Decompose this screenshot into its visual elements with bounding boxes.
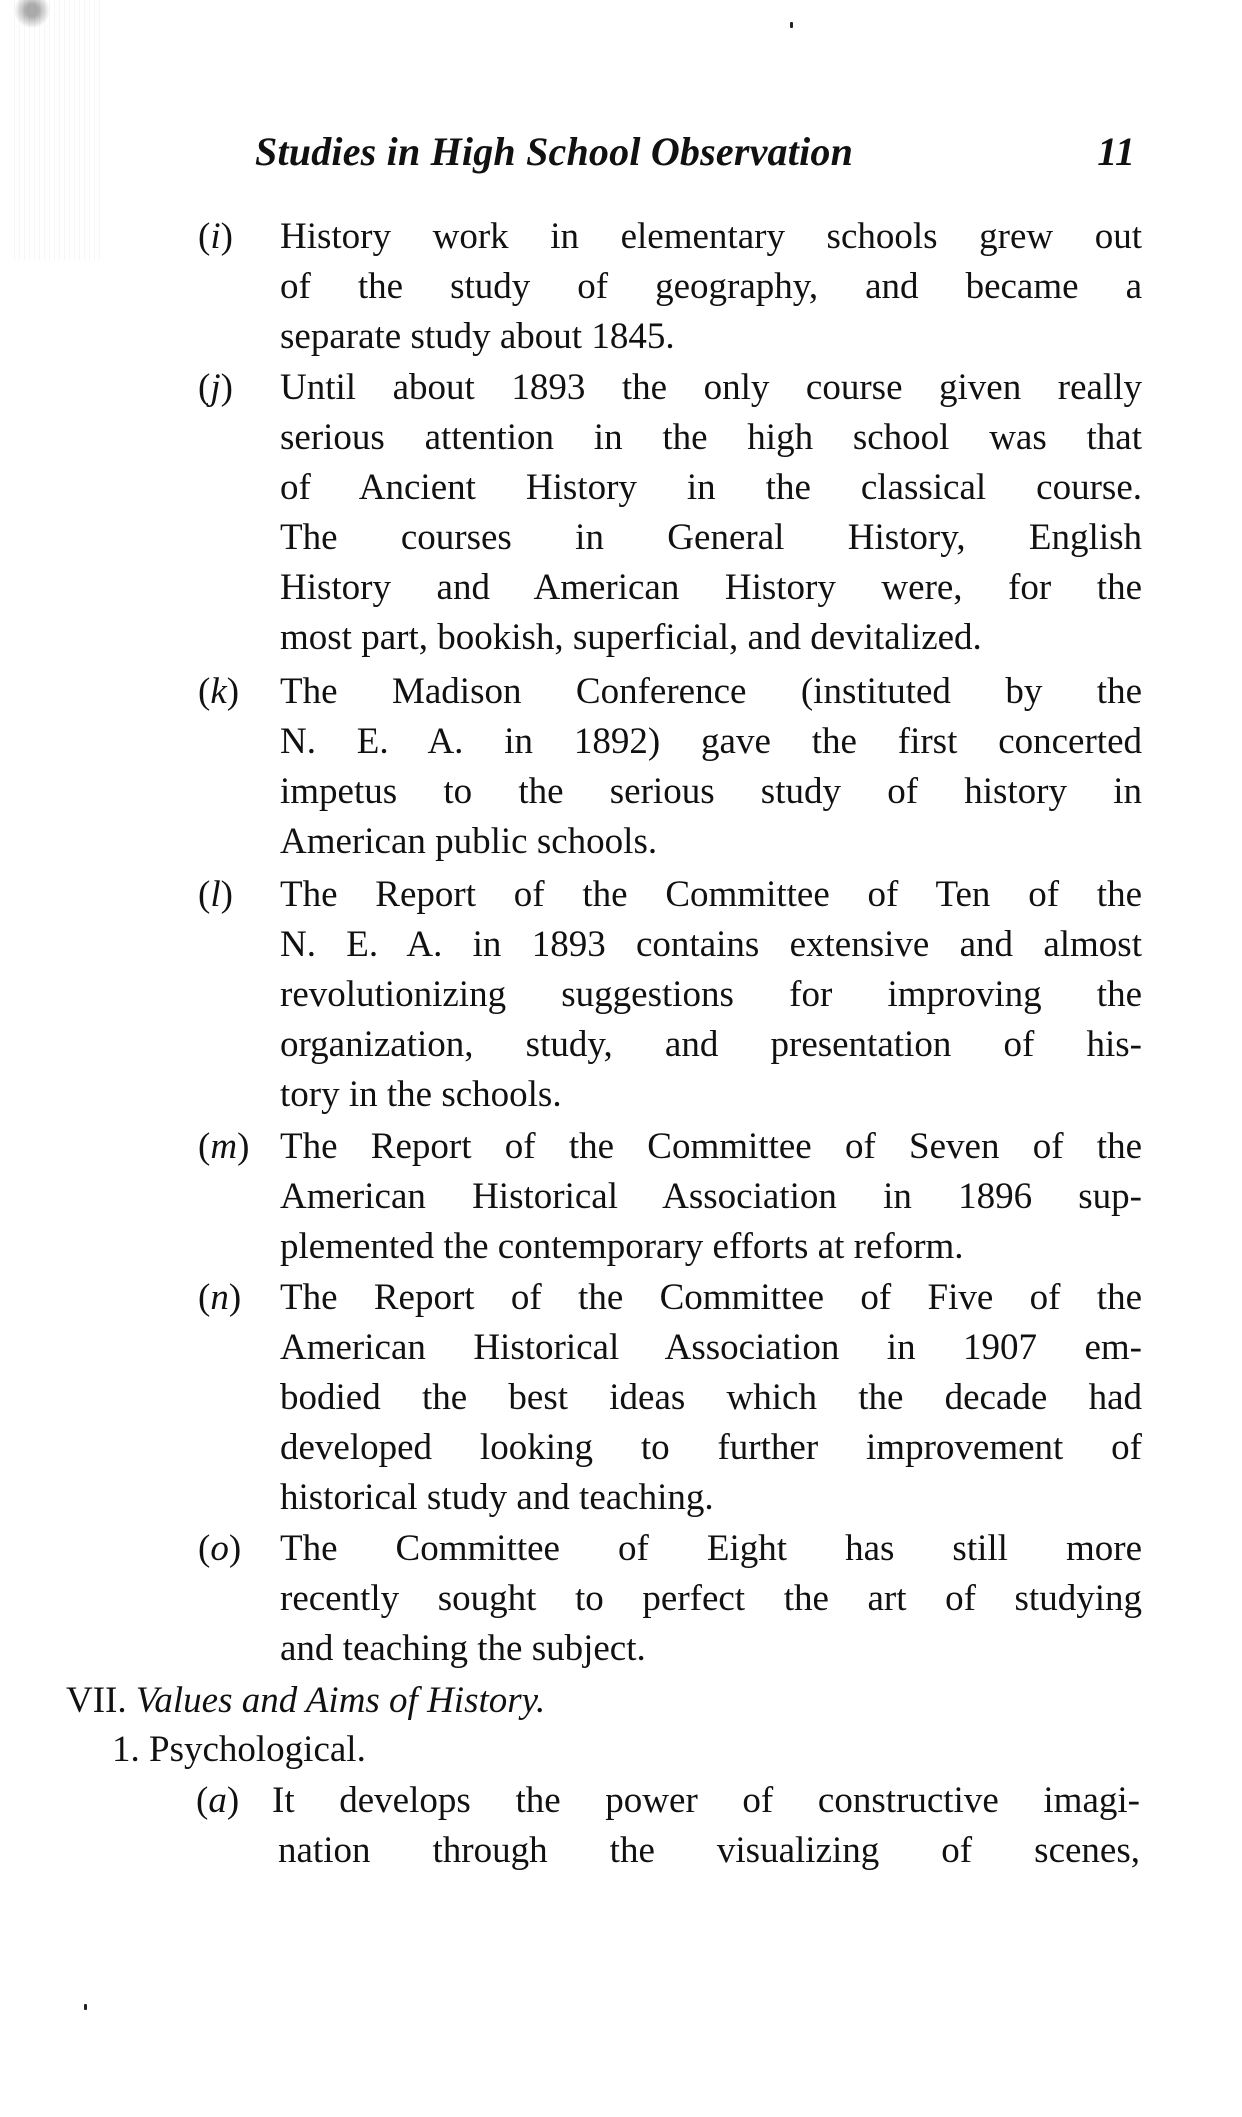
scan-speck [790,22,793,28]
subsection-heading [112,1725,366,1775]
subsection-number: 1. [112,1729,140,1770]
item-text: The Report of the Committee of Seven of the American Historical Association in 1896 sup- plemented the contemporary efforts at reform. [280,1126,1142,1267]
section-heading [66,1676,545,1726]
item-text: The Committee of Eight has still more recently sought to perfect the art of studying and teaching the subject. [280,1528,1142,1669]
item-text: Until about 1893 the only course given really serious attention in the high school was that of Ancient History in the classical course. The courses in General History, English History and American History were, for the most part, bookish, superficial, and devitalized. [280,367,1142,658]
running-header [255,128,1135,188]
item-marker: (m) [198,1126,250,1167]
item-text: History work in elementary schools grew out of the study of geography, and became a separate study about 1845. [280,216,1142,357]
item-text: The Report of the Committee of Five of the American Historical Association in 1907 em- bodied the best ideas which the decade had developed looking to further improvement of historical study and teaching. [280,1277,1142,1518]
section-numeral: VII. [66,1680,127,1721]
item-text: The Madison Conference (instituted by the N. E. A. in 1892) gave the first concerted impetus to the serious study of history in American public schools. [280,671,1142,862]
item-marker: (a) [196,1780,240,1821]
item-text: The Report of the Committee of Ten of the N. E. A. in 1893 contains extensive and almost revolutionizing suggestions for improving the organization, study, and presentation of his- tory in the schools. [280,874,1142,1115]
section-title: Values and Aims of History. [135,1680,546,1721]
scan-edge-noise [14,0,104,260]
page-number: 11 [1097,129,1135,174]
item-text: It develops the power of constructive imagi- nation through the visualizing of scenes, [272,1780,1140,1871]
item-marker: (j) [198,367,233,408]
item-marker: (n) [198,1277,242,1318]
subsection-title: Psychological. [149,1729,366,1770]
scan-speck [84,2004,87,2010]
item-marker: (i) [198,216,233,257]
item-marker: (k) [198,671,240,712]
item-marker: (l) [198,874,233,915]
item-marker: (o) [198,1528,242,1569]
running-head-title: Studies in High School Observation [255,129,854,174]
